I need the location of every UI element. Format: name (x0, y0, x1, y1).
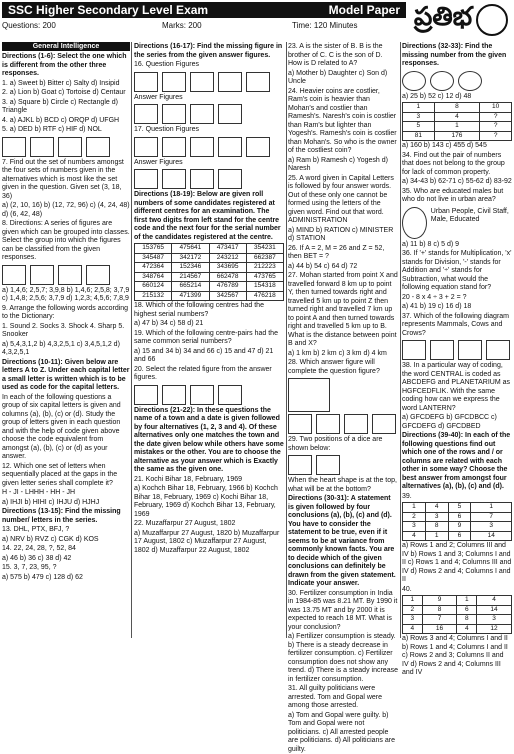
table-row (135, 272, 284, 282)
figure (134, 104, 158, 124)
question: 4. a) AJKL b) BCD c) ORQP d) UFGH (2, 117, 130, 126)
directions: Directions (18-19): Below are given roll numbers of some candidates registered at different centres for an examination. The first two digits from left stand for the centre code and the next four for the serial number of the candidates registered at the centre. (134, 191, 284, 242)
figure-row (134, 72, 284, 92)
table-cell: 3 (403, 615, 423, 625)
figure (402, 71, 426, 91)
table-cell: 354231 (246, 244, 283, 254)
table-cell: 348764 (135, 272, 172, 282)
table-row (403, 605, 512, 615)
figure (162, 169, 186, 189)
table-cell: 4 (434, 112, 480, 122)
table-cell: 342567 (209, 291, 246, 301)
question: 13. DHL, PTX, BFJ, ? (2, 526, 130, 535)
figure (190, 169, 214, 189)
question: 5. a) DED b) RTF c) HIF d) NOL (2, 126, 130, 135)
exam-title (2, 2, 406, 18)
table-row (403, 122, 512, 132)
table-cell: 215132 (135, 291, 172, 301)
table-cell: 2 (403, 512, 426, 522)
table-cell: 342172 (172, 253, 209, 263)
divider (400, 42, 401, 638)
table-cell: 4 (403, 531, 426, 541)
figure (288, 414, 312, 434)
table-cell: 476218 (246, 291, 283, 301)
directions: Directions (13-15): Find the missing number/ letters in the series. (2, 508, 130, 525)
options: a) Ram b) Ramesh c) Yogesh d) Naresh (288, 157, 398, 174)
table-cell: 3 (425, 512, 448, 522)
table-cell: 4 (403, 624, 423, 634)
table-cell: 212223 (246, 263, 283, 273)
table-cell: 16 (422, 624, 457, 634)
question: 7. Find out the set of numbers amongst the four sets of numbers given in the alternatives which is most like the set given in the question. Given set (3, 18, 36) (2, 159, 130, 202)
answer-figures-label: Answer Figures (134, 159, 284, 168)
question: 15. 3, 7, 23, 95, ? (2, 564, 130, 573)
question: 2. a) Lion b) Goat c) Tortoise d) Centaur (2, 89, 130, 98)
figure (430, 71, 454, 91)
options: a) Fertilizer consumption is steady. b) There is a steady decrease in fertilizer consumption. c) Fertilizer consumption does not show any trend. d) There is a steady increase in fertilizer consumption. (288, 633, 398, 684)
figure-row (134, 385, 284, 405)
table-cell: 472364 (135, 263, 172, 273)
time-limit: Time: 120 Minutes (292, 20, 358, 32)
table-cell: 4 (477, 596, 512, 606)
options: a) Rows 1 and 2; Columns III and IV b) Rows 1 and 3; Columns I and II c) Rows 1 and 4; Columns III and IV d) Rows 2 and 4; Columns I and II (402, 542, 512, 585)
table-row (403, 131, 512, 141)
table-row (135, 282, 284, 292)
figure (162, 72, 186, 92)
options: a) 11 b) 8 c) 5 d) 9 (402, 241, 512, 250)
table-cell: 475641 (172, 244, 209, 254)
question: 9. Arrange the following words according to the Dictionary: (2, 305, 130, 322)
table-cell: 10 (480, 103, 512, 113)
figure (486, 340, 510, 360)
table-cell: 7 (471, 512, 512, 522)
columns-table-40 (402, 595, 512, 634)
figure-row (2, 265, 130, 285)
question: 21. Kochi Bihar 18, February, 1969 (134, 476, 284, 485)
exam-meta (2, 20, 406, 32)
figure-row (402, 71, 512, 91)
table-cell: 153765 (135, 244, 172, 254)
figure (162, 385, 186, 405)
table-cell: ? (480, 122, 512, 132)
options: a) Rows 3 and 4; Columns I and II b) Rows 1 and 4; Columns I and II c) Rows 2 and 3; Columns II and IV d) Rows 2 and 4; Columns III and IV (402, 635, 512, 678)
table-cell: 12 (477, 624, 512, 634)
question: 35. Who are educated males but who do not live in urban area? (402, 188, 512, 205)
figure (30, 265, 54, 285)
figure (2, 265, 26, 285)
question: 1. a) Sweet b) Bitter c) Salty d) Insipid (2, 80, 130, 89)
questions-count: Questions: 200 (2, 20, 56, 32)
directions: Directions (16-17): Find the missing figure in the series from the given answer figures. (134, 43, 284, 60)
options: a) 575 b) 479 c) 128 d) 62 (2, 574, 130, 583)
options: a) NRV b) RVZ c) CGK d) KOS (2, 536, 130, 545)
number-grid (402, 102, 512, 141)
table-cell: 8 (425, 522, 448, 532)
figure (288, 378, 330, 412)
question: 16. Question Figures (134, 61, 284, 70)
figure-row (134, 169, 284, 189)
table-row (403, 531, 512, 541)
column-1 (2, 42, 130, 638)
question: 17. Question Figures (134, 126, 284, 135)
figure (190, 72, 214, 92)
question: 24. Heavier coins are costlier, Ram's coin is heavier than Mohan's and costlier than Ramesh's. Naresh's coin is costlier than Ram's but lighter than Yogesh's. Ramesh's coin is costlier than Mohan's. So who is the owner of the costliest coin? (288, 88, 398, 156)
options: a) 1 km b) 2 km c) 3 km d) 4 km (288, 350, 398, 359)
options: a) IHJI b) HIHI c) IHJU d) HJHJ (2, 499, 130, 508)
figure (162, 104, 186, 124)
divider (131, 42, 132, 638)
question: In each of the following questions a group of six capital letters is given and columns (a), (b), (c) or (d). Study the group of letters given in each question and with the help of code given above choose the code equivalent from amongst (a), (b), (c) or (d) as your answer. (2, 394, 130, 462)
table-row (403, 503, 512, 513)
figure (134, 137, 158, 157)
figure (190, 104, 214, 124)
logo (410, 0, 512, 40)
figure (458, 340, 482, 360)
figure (344, 414, 368, 434)
divider (286, 42, 287, 638)
table-cell: 4 (457, 624, 477, 634)
table-cell: 243212 (209, 253, 246, 263)
figure (458, 71, 482, 91)
question: 29. Two positions of a dice are shown below: (288, 436, 398, 453)
table-cell: 9 (422, 596, 457, 606)
marks-count: Marks: 200 (162, 20, 202, 32)
options: a) 46 b) 36 c) 38 d) 42 (2, 555, 130, 564)
column-3 (288, 42, 398, 638)
question: 19. Which of the following centre-pairs had the same common serial numbers? (134, 330, 284, 347)
table-row (403, 596, 512, 606)
table-cell: 662387 (246, 253, 283, 263)
question: 28. Which answer figure will complete the question figure? (288, 359, 398, 376)
column-2 (134, 42, 284, 638)
figure (218, 137, 242, 157)
table-cell: 473417 (209, 244, 246, 254)
directions: Directions (39-40): In each of the following questions find out which one of the rows and / or columns are related with each other in some way? Choose the best answer from amongst four alternatives (a), (b), (c) and (d). (402, 432, 512, 492)
logo-emblem-icon (476, 4, 508, 36)
table-row (135, 263, 284, 273)
table-cell: 154318 (246, 282, 283, 292)
table-cell: 3 (471, 522, 512, 532)
table-cell: 665214 (172, 282, 209, 292)
roll-number-table (134, 243, 284, 301)
table-cell: 176 (434, 131, 480, 141)
table-cell: 7 (422, 615, 457, 625)
table-cell: 1 (403, 596, 423, 606)
options: a) 25 b) 52 c) 12 d) 48 (402, 93, 512, 102)
question: 25. A word given in Capital Letters is followed by four answer words. Out of these only one cannot be formed using the letters of the given word. Find out that word. ADMINISTRATION (288, 175, 398, 226)
table-cell: 4 (425, 503, 448, 513)
table-cell: 345487 (135, 253, 172, 263)
figure (372, 414, 396, 434)
options: a) 15 and 34 b) 34 and 66 c) 15 and 47 d) 21 and 66 (134, 348, 284, 365)
directions: Directions (10-11): Given below are letters A to Z. Under each capital letter a small letter is written which is to be used as code for the capital letters. (2, 359, 130, 393)
directions: Directions (32-33): Find the missing number from the given responses. (402, 43, 512, 69)
figure-row (2, 137, 130, 157)
table-cell: 3 (477, 615, 512, 625)
figure (402, 340, 426, 360)
table-cell: 6 (448, 512, 471, 522)
question: 30. Fertilizer consumption in India in 1984-85 was 8.21 MT. By 1990 it was 13.75 MT and by 2000 it is expected to reach 18 MT. What is your conclusion? (288, 590, 398, 633)
question: 23. A is the sister of B. B is the brother of C. C is the son of D. How is D related to A? (288, 43, 398, 69)
options: a) 5,4,3,1,2 b) 4,3,2,5,1 c) 3,4,5,1,2 d) 4,3,2,5,1 (2, 341, 130, 358)
question: 37. Which of the following diagram represents Mammals, Cows and Crows? (402, 313, 512, 339)
question: 27. Mohan started from point X and travelled forward 8 km up to point Y, then turned towards right and travelled 5 km up to point Z then turned right and travelled 7 km up to point A and then turned towards right and travelled 5 km up to B. What is the distance between point B and X? (288, 272, 398, 349)
question: When the heart shape is at the top, what will be at the bottom? (288, 477, 398, 494)
options: a) 41 b) 19 c) 16 d) 18 (402, 303, 512, 312)
venn-diagram (402, 207, 427, 239)
table-cell: 14 (477, 605, 512, 615)
figure (134, 385, 158, 405)
question: 22. Muzaffarpur 27 August, 1802 (134, 520, 284, 529)
table-cell: 152346 (172, 263, 209, 273)
table-cell: 8 (434, 103, 480, 113)
figure (86, 137, 110, 157)
question: 8. Directions: A series of figures are given which can be grouped into classes. Select the group into which the figures can be classified from the given responses. (2, 220, 130, 263)
table-cell: 1 (434, 122, 480, 132)
table-row (403, 103, 512, 113)
table-row (135, 291, 284, 301)
figure-row (288, 455, 398, 475)
table-cell: 6 (457, 605, 477, 615)
figure (218, 72, 242, 92)
logo-text: ప్రతిభ (414, 2, 472, 38)
table-cell: 5 (448, 503, 471, 513)
options: a) GFCDEFG b) GFCDBCC c) GFCDEFG d) GFCDBED (402, 414, 512, 431)
header (0, 0, 514, 40)
section-title: General Intelligence (2, 42, 130, 51)
figure-row (402, 207, 512, 239)
table-cell: 471399 (172, 291, 209, 301)
figure (316, 414, 340, 434)
figure-row (288, 414, 398, 434)
question: 12. Which one set of letters when sequentially placed at the gaps in the given letter series shall complete it? (2, 463, 130, 489)
options: a) 34-43 b) 62-71 c) 55-62 d) 83-92 (402, 178, 512, 187)
options: a) MIND b) RATION c) MINISTER d) STATION (288, 227, 398, 244)
figure (246, 72, 270, 92)
dice-figure (316, 455, 340, 475)
question: 26. If A = 2, M = 26 and Z = 52, then BET = ? (288, 245, 398, 262)
options: a) 44 b) 54 c) 64 d) 72 (288, 263, 398, 272)
question: 18. Which of the following centres had the highest serial numbers? (134, 302, 284, 319)
question: 40. (402, 586, 512, 595)
word-list: 1. Sound 2. Socks 3. Shock 4. Sharp 5. Snooker (2, 323, 130, 340)
table-cell: 1 (425, 531, 448, 541)
figure-row (402, 340, 512, 360)
options: a) 160 b) 143 c) 455 d) 545 (402, 142, 512, 151)
figure (430, 340, 454, 360)
letter-series: H - JI - LHHH - HH - JH (2, 489, 130, 498)
options: a) (2, 10, 16) b) (12, 72, 96) c) (4, 24, 48) d) (6, 42, 48) (2, 202, 130, 219)
table-cell: 214567 (172, 272, 209, 282)
directions: Directions (30-31): A statement is given followed by four conclusions (a), (b), (c) and (d). You have to consider the statement to be true, even if it seems to be at variance from commonly known facts. You are to decide which of the given conclusions can definitely be drawn from the given statement. Indicate your answer. (288, 495, 398, 589)
table-row (135, 244, 284, 254)
question: 14. 22, 24, 28, ?, 52, 84 (2, 545, 130, 554)
figure (134, 169, 158, 189)
table-cell: 662478 (209, 272, 246, 282)
options: a) 47 b) 34 c) 58 d) 21 (134, 320, 284, 329)
table-cell: 660124 (135, 282, 172, 292)
question: 39. (402, 493, 512, 502)
table-cell: 9 (448, 522, 471, 532)
answer-figures-label: Answer Figures (134, 94, 284, 103)
table-cell: 8 (422, 605, 457, 615)
figure (2, 137, 26, 157)
title-text: SSC Higher Secondary Level Exam (8, 3, 208, 17)
columns-table-39 (402, 502, 512, 541)
figure (190, 385, 214, 405)
table-cell: 1 (403, 103, 435, 113)
table-cell: 1 (471, 503, 512, 513)
options: a) Kochch Bihar 18, February, 1966 b) Kochch Bihar 18, February, 1969 c) Kochi Bihar 18, February, 1969 d) Kochch Bihar 13, February, 1969 (134, 485, 284, 519)
equation: 20 - 8 x 4 ÷ 3 + 2 = ? (402, 294, 512, 303)
figure (30, 137, 54, 157)
options: a) Tom and Gopal were guilty. b) Tom and Gopal were not politicians. c) All arrested people are politicians. d) All politicians are guilty. (288, 712, 398, 754)
question: 31. All guilty politicians were arrested. Tom and Gopal were among those arrested. (288, 685, 398, 711)
figure-row (288, 378, 398, 412)
model-paper-badge: Model Paper (329, 2, 400, 18)
question: 34. Find out the pair of numbers that does not belong to the group for lack of common property. (402, 152, 512, 178)
dice-figure (288, 455, 312, 475)
directions: Directions (1-6): Select the one which is different from the other three responses. (2, 53, 130, 79)
table-row (403, 512, 512, 522)
table-cell: 2 (403, 605, 423, 615)
table-cell: 343695 (209, 263, 246, 273)
table-row (403, 624, 512, 634)
figure (218, 104, 242, 124)
options: a) 1,4,6; 2,5,7; 3,9,8 b) 1,4,6; 2,5,8; 3,7,9 c) 1,4,8; 2,5,6; 3,7,9 d) 1,2,3; 4,5,6; 7,8,9 (2, 287, 130, 304)
options: a) Mother b) Daughter c) Son d) Uncle (288, 70, 398, 87)
figure (58, 265, 82, 285)
figure (218, 169, 242, 189)
table-cell: 81 (403, 131, 435, 141)
table-cell: 5 (403, 122, 435, 132)
question: 3. a) Square b) Circle c) Rectangle d) Triangle (2, 99, 130, 116)
figure-row (134, 137, 284, 157)
figure (190, 137, 214, 157)
figure (162, 137, 186, 157)
figure-row (134, 104, 284, 124)
question: 20. Select the related figure from the answer figures. (134, 366, 284, 383)
figure (134, 72, 158, 92)
table-row (403, 615, 512, 625)
table-cell: ? (480, 112, 512, 122)
figure (246, 137, 270, 157)
table-row (403, 112, 512, 122)
directions: Directions (21-22): In these questions the name of a town and a date is given followed by four alternatives (1, 2, 3 and 4). Of these alternatives only one matches the town and the date given below while others have some mistakes or the other. You are to choose the alternative as your answer which is Exactly the same as the given one. (134, 407, 284, 475)
column-4 (402, 42, 512, 638)
options: a) Muzaffarpur 27 August, 1820 b) Muzaffarpur 17 August, 1802 c) Muzaffarpur 27 August, 1802 d) Muzaffarpur 22 August, 1802 (134, 530, 284, 556)
figure (86, 265, 110, 285)
table-cell: 3 (403, 522, 426, 532)
table-cell: 3 (403, 112, 435, 122)
table-cell: 1 (403, 503, 426, 513)
table-cell: ? (480, 131, 512, 141)
table-row (135, 253, 284, 263)
figure (58, 137, 82, 157)
question: 38. In a particular way of coding, the word CENTRAL is coded as ABCDEFG and PLANETARIUM as HGFCEDFLIK. With the same coding how can we express the word LANTERN? (402, 362, 512, 413)
table-cell: 473765 (246, 272, 283, 282)
question: 36. If '+' stands for Multiplication, 'x' stands for Division, '-' stands for Addition and '÷' stands for Subtraction, what would the following equation stand for? (402, 250, 512, 293)
table-cell: 6 (448, 531, 471, 541)
table-cell: 14 (471, 531, 512, 541)
legend: Urban People, Civil Staff, Male, Educated (431, 208, 512, 238)
table-cell: 476789 (209, 282, 246, 292)
table-cell: 8 (457, 615, 477, 625)
table-cell: 1 (457, 596, 477, 606)
table-row (403, 522, 512, 532)
figure (218, 385, 242, 405)
